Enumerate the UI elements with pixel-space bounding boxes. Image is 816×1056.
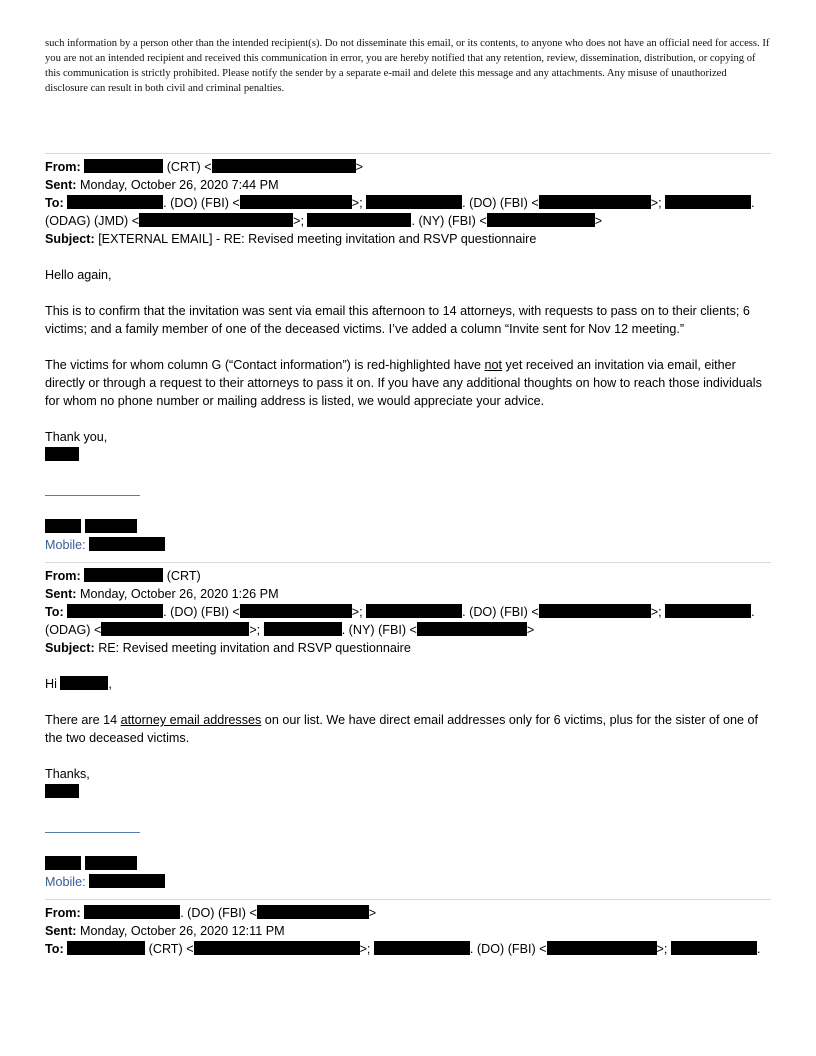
from-label: From: — [45, 569, 81, 583]
from-line — [45, 567, 771, 585]
redaction — [240, 604, 352, 618]
signature-name — [45, 783, 771, 801]
redaction — [366, 195, 462, 209]
body-text: There are 14 — [45, 713, 121, 727]
sent-line — [45, 176, 771, 194]
body-text: yet received an invitation via email, either directly or through a request to their attorneys to pass it on. If you have any additional thoughts on how to reach those individuals for whom no phone number or mailing address is listed, we would appreciate your advice. — [45, 358, 762, 408]
subject-label: Subject: — [45, 641, 95, 655]
subject-line — [45, 639, 771, 657]
redaction — [264, 622, 342, 636]
redaction — [417, 622, 527, 636]
redaction — [539, 604, 651, 618]
from-close: > — [355, 160, 363, 174]
from-org: (CRT) — [166, 569, 201, 583]
signature-block — [45, 464, 771, 518]
redaction — [487, 213, 595, 227]
redaction — [257, 905, 369, 919]
redaction — [194, 941, 360, 955]
sent-label: Sent: — [45, 924, 77, 938]
signature-title — [45, 518, 771, 536]
redaction — [665, 195, 751, 209]
to-fragment: . (DO) (FBI) < — [462, 196, 539, 210]
email-3 — [45, 904, 771, 958]
closing: Thank you, — [45, 430, 108, 444]
to-fragment: >; — [650, 605, 662, 619]
signature-divider — [45, 495, 140, 496]
body-underlined-text: attorney email addresses — [120, 713, 262, 727]
to-fragment: >; — [293, 214, 304, 228]
to-fragment: (CRT) < — [148, 942, 194, 956]
to-fragment: (ODAG) < — [45, 623, 102, 637]
sent-line — [45, 922, 771, 940]
redaction — [374, 941, 470, 955]
mobile-label: Mobile: — [45, 875, 86, 889]
redaction — [139, 213, 293, 227]
signature-title — [45, 855, 771, 873]
redaction — [84, 159, 163, 173]
body-text: on our list. We have direct email addresses only for 6 victims, plus for the sister of one of the two deceased victims. — [45, 713, 759, 745]
greeting-text: Hi — [45, 677, 61, 691]
to-fragment: >; — [351, 605, 363, 619]
to-line-2 — [45, 621, 771, 639]
to-fragment: . (DO) (FBI) < — [462, 605, 539, 619]
to-label: To: — [45, 196, 64, 210]
greeting-text: , — [108, 677, 112, 691]
sent-date: Monday, October 26, 2020 12:11 PM — [79, 924, 285, 938]
from-line — [45, 904, 771, 922]
to-line-2 — [45, 212, 771, 230]
redaction — [547, 941, 657, 955]
sent-label: Sent: — [45, 178, 77, 192]
to-fragment: . — [756, 942, 761, 956]
to-fragment: >; — [351, 196, 363, 210]
redaction — [67, 195, 163, 209]
sent-label: Sent: — [45, 587, 77, 601]
to-fragment: . (NY) (FBI) < — [411, 214, 487, 228]
redaction — [307, 213, 411, 227]
to-fragment: >; — [656, 942, 668, 956]
email-separator — [45, 899, 771, 900]
from-label: From: — [45, 906, 81, 920]
greeting — [45, 675, 771, 693]
redaction — [665, 604, 751, 618]
mobile-label: Mobile: — [45, 538, 86, 552]
body-paragraph — [45, 356, 771, 410]
body-paragraph: This is to confirm that the invitation was sent via email this afternoon to 14 attorneys, with requests to pass on to their clients; 6 victims; and a family member of one of the deceased victims. I’ve added a column “Invite sent for Nov 12 meeting.” — [45, 304, 750, 336]
signature-mobile — [45, 873, 771, 891]
redaction — [89, 537, 165, 551]
disclaimer-text: such information by a person other than the intended recipient(s). Do not disseminate this email, or its contents, to anyone who does not have an official need for access. If you are not an intended recipient and received this communication in error, you are hereby notified that any retention, review, dissemination, distribution, or copying of this communication is strictly prohibited. Please notify the sender by a separate e-mail and delete this message and any attachments. Any misuse of unauthorized disclosure can result in both civil and criminal penalties. — [45, 38, 770, 94]
to-line — [45, 603, 771, 621]
to-line — [45, 194, 771, 212]
to-fragment: . (DO) (FBI) < — [163, 605, 240, 619]
redaction — [84, 568, 163, 582]
to-fragment: . (DO) (FBI) < — [163, 196, 240, 210]
from-close: > — [368, 906, 377, 920]
redaction — [67, 604, 163, 618]
to-fragment: . (NY) (FBI) < — [341, 623, 417, 637]
to-fragment: >; — [359, 942, 371, 956]
redaction — [60, 676, 108, 690]
email-separator — [45, 153, 771, 154]
closing: Thanks, — [45, 767, 90, 781]
sent-date: Monday, October 26, 2020 1:26 PM — [79, 587, 279, 601]
from-label: From: — [45, 160, 81, 174]
redaction — [45, 784, 79, 798]
email-1 — [45, 158, 771, 554]
signature-block — [45, 801, 771, 855]
subject-line — [45, 230, 771, 248]
to-fragment: > — [526, 623, 535, 637]
body-underlined-text: not — [484, 358, 503, 372]
redaction — [45, 856, 81, 870]
to-fragment: . (DO) (FBI) < — [469, 942, 547, 956]
subject-text: [EXTERNAL EMAIL] - RE: Revised meeting invitation and RSVP questionnaire — [98, 232, 537, 246]
from-line — [45, 158, 771, 176]
redaction — [212, 159, 356, 173]
greeting: Hello again, — [45, 268, 112, 282]
email-separator — [45, 562, 771, 563]
to-fragment: (ODAG) (JMD) < — [45, 214, 140, 228]
body-text: The victims for whom column G (“Contact information”) is red-highlighted have — [45, 358, 485, 372]
from-org: . (DO) (FBI) < — [180, 906, 257, 920]
redaction — [45, 447, 79, 461]
redaction — [89, 874, 165, 888]
from-org: (CRT) < — [166, 160, 212, 174]
signature-name — [45, 446, 771, 464]
to-fragment: >; — [249, 623, 261, 637]
to-fragment: >; — [650, 196, 662, 210]
to-fragment: > — [594, 214, 603, 228]
to-label: To: — [45, 942, 64, 956]
to-fragment: . — [751, 605, 755, 619]
sent-date: Monday, October 26, 2020 7:44 PM — [79, 178, 279, 192]
redaction — [85, 519, 137, 533]
redaction — [240, 195, 352, 209]
redaction — [85, 856, 137, 870]
to-fragment: . — [751, 196, 755, 210]
subject-text: RE: Revised meeting invitation and RSVP questionnaire — [98, 641, 411, 655]
redaction — [45, 519, 81, 533]
redaction — [67, 941, 145, 955]
signature-mobile — [45, 536, 771, 554]
to-line — [45, 940, 771, 958]
signature-divider — [45, 832, 140, 833]
redaction — [366, 604, 462, 618]
redaction — [539, 195, 651, 209]
body-paragraph — [45, 711, 771, 747]
redaction — [671, 941, 757, 955]
redaction — [101, 622, 249, 636]
sent-line — [45, 585, 771, 603]
subject-label: Subject: — [45, 232, 95, 246]
to-label: To: — [45, 605, 64, 619]
email-2 — [45, 567, 771, 891]
redaction — [84, 905, 180, 919]
